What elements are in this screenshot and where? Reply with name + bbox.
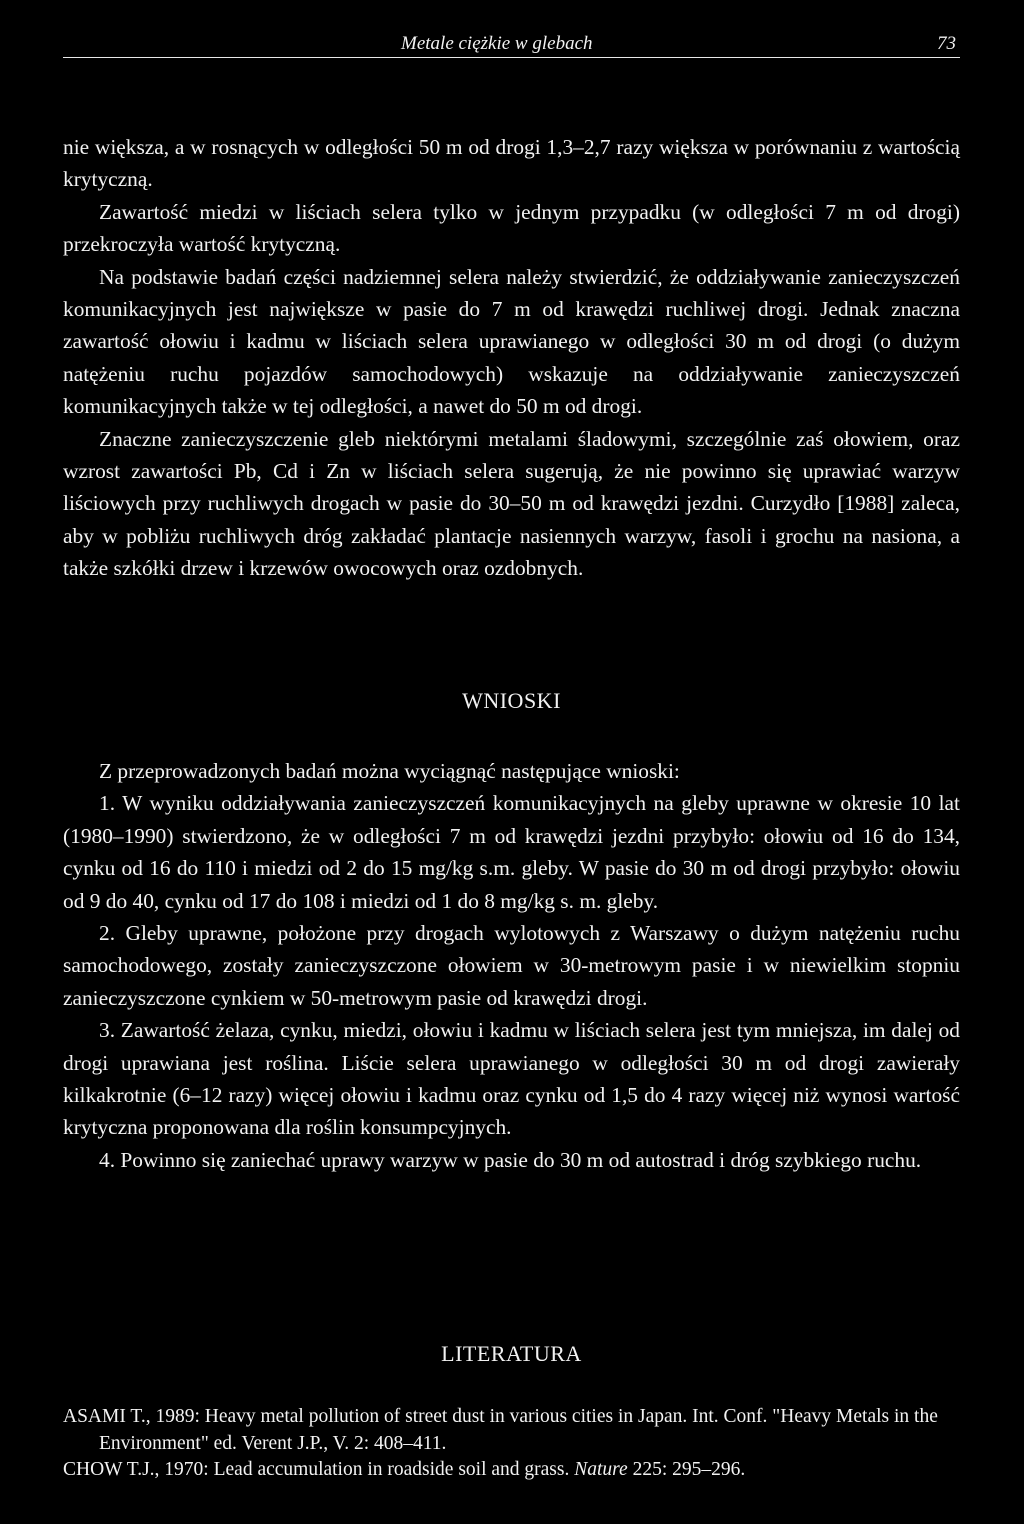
conclusion-item-2: 2. Gleby uprawne, położone przy drogach wylotowych z Warszawy o dużym natężeniu ruchu samochodowego, zostały zanieczyszczone ołowiem w 30-metrowym pasie i w niewielkim stopniu zanieczyszczone cynkiem w 50-metrowym pasie od krawędzi drogi. <box>63 921 960 1010</box>
reference-2-pages: 225: 295–296. <box>627 1459 746 1480</box>
reference-item-1: ASAMI T., 1989: Heavy metal pollution of street dust in various cities in Japan. Int. Conf. "Heavy Metals in the Environment" ed. Verent J.P., V. 2: 408–411. <box>63 1406 938 1454</box>
conclusions-section <box>63 755 960 1176</box>
conclusion-item-4: 4. Powinno się zaniechać uprawy warzyw w pasie do 30 m od autostrad i dróg szybkiego ruchu. <box>99 1147 922 1172</box>
references-list <box>63 1404 960 1484</box>
page-number: 73 <box>937 33 956 54</box>
paragraph-2: Zawartość miedzi w liściach selera tylko w jednym przypadku (w odległości 7 m od drogi) przekroczyła wartość krytyczną. <box>63 199 960 257</box>
reference-2-journal: Nature <box>574 1459 628 1480</box>
paragraph-3: Na podstawie badań części nadziemnej selera należy stwierdzić, że oddziaływanie zanieczyszczeń komunikacyjnych jest największe w pasie do 7 m od krawędzi ruchliwej drogi. Jednak znaczna zawartość ołowiu i kadmu w liściach selera uprawianego w odległości 30 m od drogi (o dużym natężeniu ruchu pojazdów samochodowych) wskazuje na oddziaływanie zanieczyszczeń komunikacyjnych także w tej odległości, a nawet do 50 m od drogi. <box>63 264 960 419</box>
literature-heading: LITERATURA <box>441 1341 582 1366</box>
running-head-title: Metale ciężkie w glebach <box>401 33 593 54</box>
reference-item-2 <box>63 1457 960 1484</box>
conclusion-item-3: 3. Zawartość żelaza, cynku, miedzi, ołowiu i kadmu w liściach selera jest tym mniejsza, im dalej od drogi uprawiana jest roślina. Liście selera uprawianego w odległości 30 m od drogi zawierały kilkakrotnie (6–12 razy) więcej ołowiu i kadmu oraz cynku od 1,5 do 4 razy więcej niż wynosi wartość krytyczna proponowana dla roślin konsumpcyjnych. <box>63 1018 960 1140</box>
reference-2-text: CHOW T.J., 1970: Lead accumulation in roadside soil and grass. <box>63 1459 575 1480</box>
paragraph-4: Znaczne zanieczyszczenie gleb niektórymi metalami śladowymi, szczególnie zaś ołowiem, oraz wzrost zawartości Pb, Cd i Zn w liściach selera sugerują, że nie powinno się uprawiać warzyw liściowych przy ruchliwych drogach w pasie do 30–50 m od krawędzi jezdni. Curzydło [1988] zaleca, aby w pobliżu ruchliwych dróg zakładać plantacje nasiennych warzyw, fasoli i grochu na nasiona, a także szkółki drzew i krzewów owocowych oraz ozdobnych. <box>63 426 960 581</box>
body-text <box>63 131 960 585</box>
running-head <box>63 33 960 58</box>
conclusion-item-1: 1. W wyniku oddziaływania zanieczyszczeń komunikacyjnych na gleby uprawne w okresie 10 lat (1980–1990) stwierdzono, że w odległości 7 m od krawędzi jezdni przybyło: ołowiu od 16 do 134, cynku od 16 do 110 i miedzi od 2 do 15 mg/kg s.m. gleby. W pasie do 30 m od drogi przybyło: ołowiu od 9 do 40, cynku od 17 do 108 i miedzi od 1 do 8 mg/kg s. m. gleby. <box>63 791 960 913</box>
conclusions-heading: WNIOSKI <box>462 688 561 713</box>
conclusions-intro: Z przeprowadzonych badań można wyciągnąć następujące wnioski: <box>99 759 680 783</box>
paragraph-1: nie większa, a w rosnących w odległości 50 m od drogi 1,3–2,7 razy większa w porównaniu z wartością krytyczną. <box>63 135 960 192</box>
